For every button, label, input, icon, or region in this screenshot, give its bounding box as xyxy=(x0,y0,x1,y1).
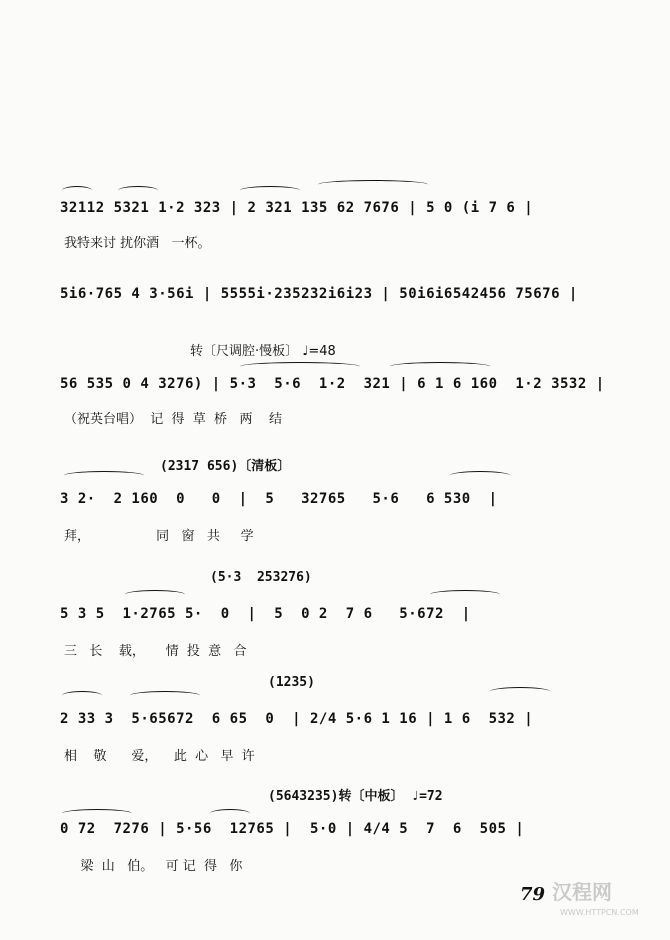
notes: 32112 5321 1·2 323 | 2 321 135 62 7676 | 5 0 (i 7 6 | xyxy=(60,200,534,216)
notes: 56 535 0 4 3276) | 5·3 5·6 1·2 321 | 6 1 6 160 1·2 3532 | xyxy=(60,376,605,392)
page-number: 79 xyxy=(520,884,546,905)
watermark-logo: 汉程网 xyxy=(552,880,612,904)
tempo-header: 转〔尺调腔·慢板〕 ♩=48 xyxy=(190,344,336,359)
notes: 3 2· 2 160 0 0 | 5 32765 5·6 6 530 | xyxy=(60,491,498,507)
notes: 2 33 3 5·65672 6 65 0 | 2/4 5·6 1 16 | 1 6 532 | xyxy=(60,711,534,727)
watermark-url: WWW.HTTPCN.COM xyxy=(560,908,639,917)
intro: (2317 656)〔清板〕 xyxy=(160,459,291,474)
lyrics: （祝英台唱） 记 得 草 桥 两 结 xyxy=(64,412,282,427)
lyrics: 我特来讨 扰你酒 一杯。 xyxy=(64,236,211,251)
lyrics: 相 敬 爱， 此 心 早 许 xyxy=(64,749,255,764)
notes: 0 72 7276 | 5·56 12765 | 5·0 | 4/4 5 7 6 505 | xyxy=(60,821,525,837)
lyrics: 拜， 同 窗 共 学 xyxy=(64,529,254,544)
intro: (5643235)转〔中板〕 ♩=72 xyxy=(268,789,443,804)
notes: 5i6·765 4 3·56i | 5555i·235232i6i23 | 50i6i6542456 75676 | xyxy=(60,286,578,302)
intro: (1235) xyxy=(268,675,315,690)
lyrics: 梁 山 伯。 可 记 得 你 xyxy=(64,859,243,874)
lyrics: 三 长 载， 情 投 意 合 xyxy=(64,644,247,659)
notes: 5 3 5 1·2765 5· 0 | 5 0 2 7 6 5·672 | xyxy=(60,606,471,622)
intro: (5·3 253276) xyxy=(210,570,312,585)
